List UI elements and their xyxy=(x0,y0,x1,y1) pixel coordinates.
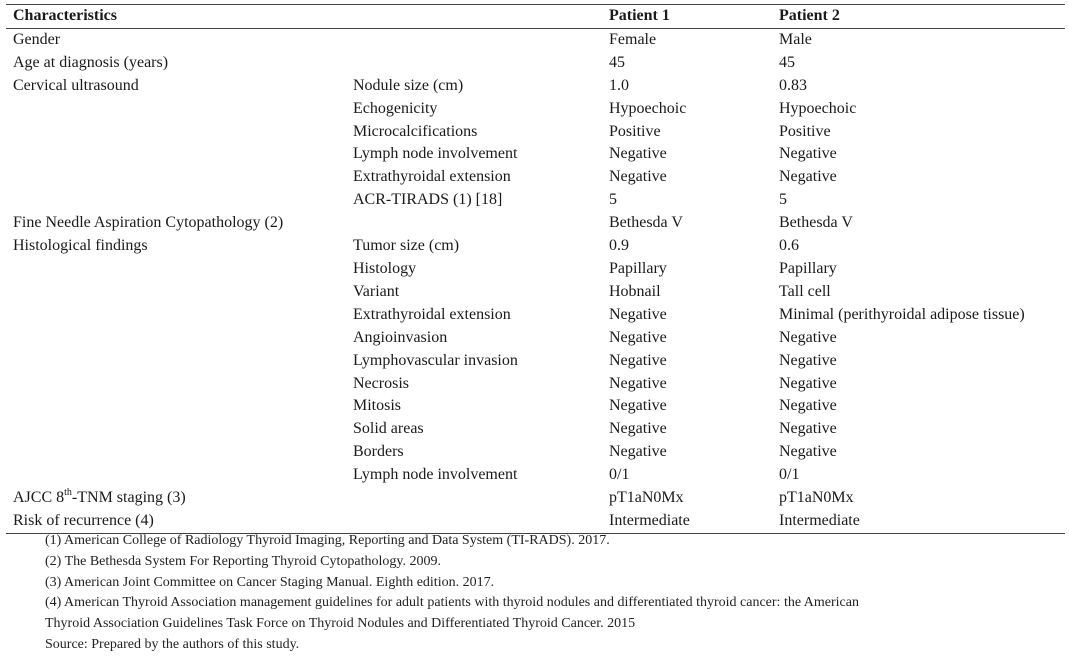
row-characteristic xyxy=(6,281,346,304)
patient-1-value: Hobnail xyxy=(609,282,661,300)
row-characteristic xyxy=(6,143,346,166)
patient-2-value: 45 xyxy=(779,53,795,71)
patient-1-value: Negative xyxy=(609,374,667,392)
row-subcharacteristic: Variant xyxy=(353,282,400,300)
row-characteristic: Fine Needle Aspiration Cytopathology (2) xyxy=(13,214,284,232)
table-row xyxy=(6,98,1065,121)
row-characteristic xyxy=(6,327,346,350)
patient-1-value: 45 xyxy=(609,53,625,71)
table-row xyxy=(6,189,1065,212)
table-header xyxy=(6,5,1065,29)
row-subcharacteristic xyxy=(346,52,602,75)
table-row xyxy=(6,510,1065,533)
patient-2-value: 0.83 xyxy=(779,76,807,94)
table-row xyxy=(6,487,1065,510)
row-characteristic: Age at diagnosis (years) xyxy=(13,53,169,71)
row-subcharacteristic: Extrathyroidal extension xyxy=(353,168,511,186)
row-subcharacteristic xyxy=(346,28,602,51)
patient-2-value: Papillary xyxy=(779,259,837,277)
table-row xyxy=(6,464,1065,487)
table-footnotes xyxy=(45,531,1055,656)
patient-2-value: Negative xyxy=(779,168,837,186)
row-subcharacteristic: Echogenicity xyxy=(353,99,438,117)
patient-2-value: 0.6 xyxy=(779,237,799,255)
patient-2-value: 0/1 xyxy=(779,466,800,484)
patient-2-value: Negative xyxy=(779,351,837,369)
patient-1-value: Positive xyxy=(609,122,661,140)
patient-1-value: 5 xyxy=(609,191,617,209)
row-subcharacteristic: Necrosis xyxy=(353,374,409,392)
row-subcharacteristic: Extrathyroidal extension xyxy=(353,305,511,323)
table-row xyxy=(6,304,1065,327)
row-characteristic xyxy=(6,166,346,189)
patient-2-value: 5 xyxy=(779,191,787,209)
row-characteristic xyxy=(6,441,346,464)
patient-2-value: pT1aN0Mx xyxy=(779,489,854,507)
footnote-line: (2) The Bethesda System For Reporting Thyroid Cytopathology. 2009. xyxy=(45,553,441,569)
superscript: th xyxy=(64,487,72,498)
characteristics-table xyxy=(6,4,1065,534)
table-row xyxy=(6,395,1065,418)
patient-1-value: Negative xyxy=(609,328,667,346)
row-subcharacteristic: Mitosis xyxy=(353,397,402,415)
table-row xyxy=(6,235,1065,258)
footnote-line: Thyroid Association Guidelines Task Force on Thyroid Nodules and Differentiated Thyroid Cancer. 2015 xyxy=(45,616,636,632)
header-patient-2: Patient 2 xyxy=(779,7,840,24)
patient-2-value: Negative xyxy=(779,397,837,415)
patient-1-value: Negative xyxy=(609,305,667,323)
footnote-line: (3) American Joint Committee on Cancer Staging Manual. Eighth edition. 2017. xyxy=(45,574,495,590)
row-subcharacteristic: Borders xyxy=(353,443,404,461)
characteristic-text: AJCC 8 xyxy=(13,489,65,507)
row-subcharacteristic: Angioinvasion xyxy=(353,328,448,346)
table-row xyxy=(6,212,1065,235)
table-row xyxy=(6,373,1065,396)
row-characteristic xyxy=(6,395,346,418)
patient-1-value: Negative xyxy=(609,145,667,163)
row-subcharacteristic xyxy=(346,487,602,510)
patient-2-value: Hypoechoic xyxy=(779,99,857,117)
patient-2-value: Negative xyxy=(779,374,837,392)
patient-1-value: Bethesda V xyxy=(609,214,683,232)
table-row xyxy=(6,281,1065,304)
patient-2-value: Positive xyxy=(779,122,831,140)
patient-1-value: Negative xyxy=(609,420,667,438)
row-characteristic xyxy=(6,189,346,212)
row-subcharacteristic: Tumor size (cm) xyxy=(353,237,460,255)
row-characteristic xyxy=(6,487,346,510)
patient-1-value: Negative xyxy=(609,443,667,461)
row-characteristic xyxy=(6,350,346,373)
row-characteristic xyxy=(6,98,346,121)
patient-1-value: pT1aN0Mx xyxy=(609,489,684,507)
patient-2-value: Negative xyxy=(779,145,837,163)
row-characteristic xyxy=(6,418,346,441)
patient-1-value: Negative xyxy=(609,351,667,369)
row-characteristic xyxy=(6,258,346,281)
patient-1-value: 0.9 xyxy=(609,237,629,255)
table-row xyxy=(6,441,1065,464)
patient-1-value: 1.0 xyxy=(609,76,629,94)
header-characteristics: Characteristics xyxy=(13,7,117,24)
patient-2-value: Intermediate xyxy=(779,511,860,529)
patient-1-value: Negative xyxy=(609,168,667,186)
patient-1-value: Intermediate xyxy=(609,511,690,529)
row-characteristic xyxy=(6,464,346,487)
row-subcharacteristic: Lymph node involvement xyxy=(353,145,518,163)
row-subcharacteristic: Microcalcifications xyxy=(353,122,478,140)
table-row xyxy=(6,350,1065,373)
patient-1-value: Hypoechoic xyxy=(609,99,687,117)
patient-2-value: Negative xyxy=(779,443,837,461)
patient-1-value: 0/1 xyxy=(609,466,630,484)
patient-2-value: Negative xyxy=(779,420,837,438)
table-row xyxy=(6,166,1065,189)
table-row xyxy=(6,143,1065,166)
row-characteristic: Cervical ultrasound xyxy=(13,76,139,94)
footnote-line: (1) American College of Radiology Thyroid Imaging, Reporting and Data System (TI-RADS). 2017. xyxy=(45,533,610,548)
table-row xyxy=(6,28,1065,51)
table-body xyxy=(6,28,1065,533)
row-subcharacteristic: Solid areas xyxy=(353,420,424,438)
row-characteristic: Histological findings xyxy=(13,237,148,255)
row-characteristic xyxy=(6,304,346,327)
table-row xyxy=(6,52,1065,75)
patient-2-value: Male xyxy=(779,30,812,48)
row-subcharacteristic: Lymphovascular invasion xyxy=(353,351,518,369)
header-row xyxy=(6,5,1065,29)
row-subcharacteristic: Lymph node involvement xyxy=(353,466,518,484)
patient-1-value: Papillary xyxy=(609,259,667,277)
patient-2-value: Bethesda V xyxy=(779,214,853,232)
header-patient-1: Patient 1 xyxy=(609,7,670,24)
patient-2-value: Minimal (perithyroidal adipose tissue) xyxy=(779,305,1025,323)
footnote-line: Source: Prepared by the authors of this study. xyxy=(45,636,300,652)
table-row xyxy=(6,418,1065,441)
patient-1-value: Negative xyxy=(609,397,667,415)
row-subcharacteristic: Nodule size (cm) xyxy=(353,76,464,94)
characteristic-text: -TNM staging (3) xyxy=(71,489,186,507)
patient-2-value: Tall cell xyxy=(779,282,831,300)
patient-1-value: Female xyxy=(609,30,657,48)
row-characteristic: Gender xyxy=(13,30,61,48)
patient-2-value: Negative xyxy=(779,328,837,346)
row-subcharacteristic: Histology xyxy=(353,259,417,277)
footnote-line: (4) American Thyroid Association management guidelines for adult patients with thyroid nodules and differentiated thyroid cancer: the American xyxy=(45,595,859,611)
row-subcharacteristic: ACR-TIRADS (1) [18] xyxy=(353,191,503,209)
row-subcharacteristic xyxy=(346,510,602,533)
table-row xyxy=(6,258,1065,281)
row-characteristic: Risk of recurrence (4) xyxy=(13,511,154,529)
table-row xyxy=(6,327,1065,350)
table-row xyxy=(6,75,1065,98)
table-row xyxy=(6,121,1065,144)
row-subcharacteristic xyxy=(346,212,602,235)
row-characteristic xyxy=(6,373,346,396)
row-characteristic xyxy=(6,121,346,144)
